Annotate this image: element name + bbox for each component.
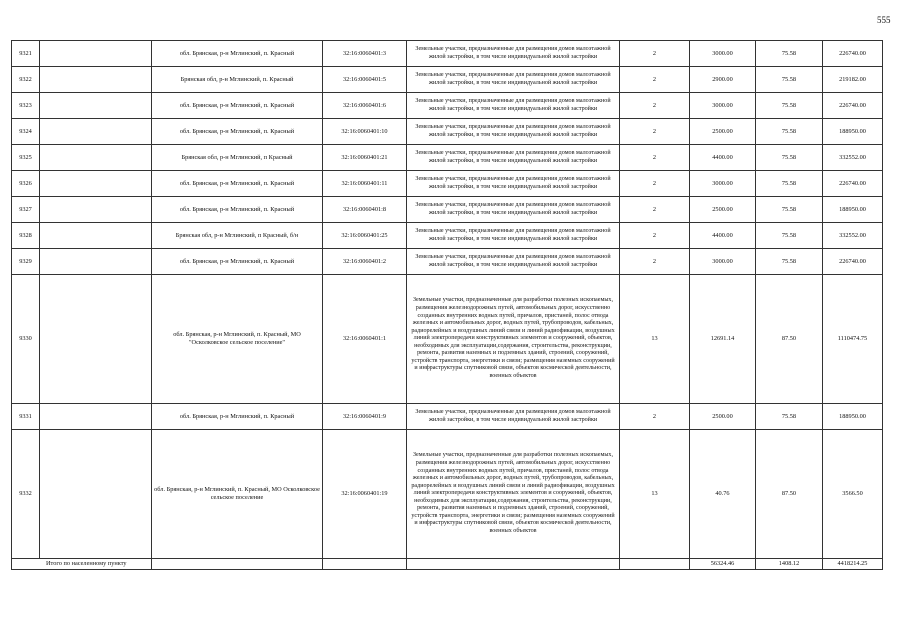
group-number: 2: [620, 119, 690, 145]
cadastral-value: 3566.50: [823, 430, 883, 559]
price-value: 75.58: [756, 404, 823, 430]
table-row: [12, 119, 883, 145]
table-row: [12, 430, 883, 559]
price-value: 87.50: [756, 275, 823, 404]
blank-cell: [40, 41, 152, 67]
cadastral-number: 32:16:0060401:8: [323, 197, 407, 223]
price-value: 75.58: [756, 67, 823, 93]
group-number: 2: [620, 171, 690, 197]
area-value: 2500.00: [690, 119, 756, 145]
land-use-description: Земельные участки, предназначенные для размещения домов малоэтажной жилой застройки, в том числе индивидуальной жилой застройки: [407, 171, 620, 197]
table-row: [12, 93, 883, 119]
table-row: [12, 249, 883, 275]
row-number: 9326: [12, 171, 40, 197]
area-value: 4400.00: [690, 223, 756, 249]
cadastral-number: 32:16:0060401:3: [323, 41, 407, 67]
group-number: 2: [620, 404, 690, 430]
row-number: 9325: [12, 145, 40, 171]
cadastral-value: 188950.00: [823, 197, 883, 223]
table-row: [12, 404, 883, 430]
address-cell: обл. Брянская, р-н Мглинский, п. Красный: [152, 41, 323, 67]
blank-cell: [40, 249, 152, 275]
address-cell: Брянская обл, р-н Мглинский, п Красный, б/н: [152, 223, 323, 249]
table-row: [12, 223, 883, 249]
blank-cell: [40, 275, 152, 404]
land-use-description: Земельные участки, предназначенные для разработки полезных ископаемых, размещения железнодорожных путей, автомобильных дорог, искусственно созданных внутренних водных путей, причалов, пристаней, полос отвода железных и автомобильных дорог, водных путей, трубопроводов, кабельных, радиорелейных и воздушных линий связи и линий радиофикации, воздушных линий электропередачи конструктивных элементов и сооружений, объектов, необходимых для эксплуатации,содержания, строительства, реконструкции, ремонта, развития наземных и подземных зданий, строений, сооружений, устройств транспорта, энергетики и связи; размещения наземных сооружений и инфраструктуры спутниковой связи, объектов космической деятельности, военных объектов: [407, 275, 620, 404]
price-value: 75.58: [756, 223, 823, 249]
price-value: 75.58: [756, 249, 823, 275]
land-use-description: Земельные участки, предназначенные для размещения домов малоэтажной жилой застройки, в том числе индивидуальной жилой застройки: [407, 404, 620, 430]
address-cell: Брянская обл, р-н Мглинский, п. Красный: [152, 67, 323, 93]
total-label: Итого по населенному пункту: [12, 559, 152, 570]
total-row: [12, 559, 883, 570]
group-number: 2: [620, 197, 690, 223]
cadastral-number: 32:16:0060401:19: [323, 430, 407, 559]
area-value: 40.76: [690, 430, 756, 559]
total-description-cell: [407, 559, 620, 570]
group-number: 13: [620, 275, 690, 404]
cadastral-value: 219182.00: [823, 67, 883, 93]
cadastral-value: 188950.00: [823, 119, 883, 145]
price-value: 75.58: [756, 119, 823, 145]
row-number: 9329: [12, 249, 40, 275]
group-number: 2: [620, 93, 690, 119]
row-number: 9322: [12, 67, 40, 93]
total-area: 56324.46: [690, 559, 756, 570]
cadastral-value: 226740.00: [823, 93, 883, 119]
area-value: 12691.14: [690, 275, 756, 404]
cadastral-value: 332552.00: [823, 145, 883, 171]
area-value: 2500.00: [690, 404, 756, 430]
land-use-description: Земельные участки, предназначенные для размещения домов малоэтажной жилой застройки, в том числе индивидуальной жилой застройки: [407, 223, 620, 249]
total-cadastral-cell: [323, 559, 407, 570]
price-value: 75.58: [756, 145, 823, 171]
blank-cell: [40, 145, 152, 171]
cadastral-number: 32:16:0060401:21: [323, 145, 407, 171]
total-address-cell: [152, 559, 323, 570]
group-number: 2: [620, 67, 690, 93]
area-value: 2900.00: [690, 67, 756, 93]
cadastral-number: 32:16:0060401:9: [323, 404, 407, 430]
row-number: 9324: [12, 119, 40, 145]
blank-cell: [40, 404, 152, 430]
row-number: 9328: [12, 223, 40, 249]
group-number: 2: [620, 145, 690, 171]
land-use-description: Земельные участки, предназначенные для размещения домов малоэтажной жилой застройки, в том числе индивидуальной жилой застройки: [407, 119, 620, 145]
address-cell: обл. Брянская, р-н Мглинский, п. Красный, МО "Осколковское сельское поселение": [152, 275, 323, 404]
cadastral-value: 226740.00: [823, 171, 883, 197]
cadastral-value: 226740.00: [823, 41, 883, 67]
land-use-description: Земельные участки, предназначенные для размещения домов малоэтажной жилой застройки, в том числе индивидуальной жилой застройки: [407, 41, 620, 67]
row-number: 9330: [12, 275, 40, 404]
price-value: 75.58: [756, 197, 823, 223]
area-value: 4400.00: [690, 145, 756, 171]
blank-cell: [40, 223, 152, 249]
table-row: [12, 275, 883, 404]
area-value: 3000.00: [690, 93, 756, 119]
address-cell: обл. Брянская, р-н Мглинский, п. Красный: [152, 93, 323, 119]
row-number: 9323: [12, 93, 40, 119]
address-cell: обл. Брянская, р-н Мглинский, п. Красный: [152, 249, 323, 275]
price-value: 75.58: [756, 171, 823, 197]
blank-cell: [40, 93, 152, 119]
table-row: [12, 41, 883, 67]
land-use-description: Земельные участки, предназначенные для размещения домов малоэтажной жилой застройки, в том числе индивидуальной жилой застройки: [407, 249, 620, 275]
land-use-description: Земельные участки, предназначенные для размещения домов малоэтажной жилой застройки, в том числе индивидуальной жилой застройки: [407, 197, 620, 223]
blank-cell: [40, 119, 152, 145]
land-use-description: Земельные участки, предназначенные для размещения домов малоэтажной жилой застройки, в том числе индивидуальной жилой застройки: [407, 93, 620, 119]
group-number: 13: [620, 430, 690, 559]
cadastral-value: 332552.00: [823, 223, 883, 249]
group-number: 2: [620, 41, 690, 67]
group-number: 2: [620, 249, 690, 275]
table-row: [12, 171, 883, 197]
blank-cell: [40, 171, 152, 197]
group-number: 2: [620, 223, 690, 249]
address-cell: обл. Брянская, р-н Мглинский, п. Красный, МО Осколковское сельское поселение: [152, 430, 323, 559]
row-number: 9321: [12, 41, 40, 67]
total-value: 4418214.25: [823, 559, 883, 570]
address-cell: обл. Брянская, р-н Мглинский, п. Красный: [152, 197, 323, 223]
cadastral-number: 32:16:0060401:2: [323, 249, 407, 275]
cadastral-number: 32:16:0060401:6: [323, 93, 407, 119]
row-number: 9327: [12, 197, 40, 223]
blank-cell: [40, 197, 152, 223]
cadastral-number: 32:16:0060401:10: [323, 119, 407, 145]
cadastral-value: 226740.00: [823, 249, 883, 275]
address-cell: обл. Брянская, р-н Мглинский, п. Красный: [152, 171, 323, 197]
blank-cell: [40, 430, 152, 559]
land-use-description: Земельные участки, предназначенные для размещения домов малоэтажной жилой застройки, в том числе индивидуальной жилой застройки: [407, 67, 620, 93]
area-value: 2500.00: [690, 197, 756, 223]
price-value: 75.58: [756, 41, 823, 67]
address-cell: обл. Брянская, р-н Мглинский, п. Красный: [152, 404, 323, 430]
area-value: 3000.00: [690, 249, 756, 275]
cadastral-number: 32:16:0060401:5: [323, 67, 407, 93]
cadastral-number: 32:16:0060401:25: [323, 223, 407, 249]
table-row: [12, 197, 883, 223]
land-parcels-table: [11, 40, 883, 570]
price-value: 87.50: [756, 430, 823, 559]
page-number: 555: [877, 15, 891, 25]
cadastral-number: 32:16:0060401:11: [323, 171, 407, 197]
land-use-description: Земельные участки, предназначенные для размещения домов малоэтажной жилой застройки, в том числе индивидуальной жилой застройки: [407, 145, 620, 171]
area-value: 3000.00: [690, 171, 756, 197]
total-group-cell: [620, 559, 690, 570]
address-cell: обл. Брянская, р-н Мглинский, п. Красный: [152, 119, 323, 145]
row-number: 9331: [12, 404, 40, 430]
area-value: 3000.00: [690, 41, 756, 67]
land-use-description: Земельные участки, предназначенные для разработки полезных ископаемых, размещения железнодорожных путей, автомобильных дорог, искусственно созданных внутренних водных путей, причалов, пристаней, полос отвода железных и автомобильных дорог, водных путей, трубопроводов, кабельных, радиорелейных и воздушных линий связи и линий радиофикации, воздушных линий электропередачи конструктивных элементов и сооружений, объектов, необходимых для эксплуатации,содержания, строительства, реконструкции, ремонта, развития наземных и подземных зданий, строений, сооружений, устройств транспорта, энергетики и связи; размещения наземных сооружений и инфраструктуры спутниковой связи, объектов космической деятельности, военных объектов: [407, 430, 620, 559]
cadastral-value: 1110474.75: [823, 275, 883, 404]
address-cell: Брянская обл, р-н Мглинский, п Красный: [152, 145, 323, 171]
price-value: 75.58: [756, 93, 823, 119]
row-number: 9332: [12, 430, 40, 559]
cadastral-value: 188950.00: [823, 404, 883, 430]
blank-cell: [40, 67, 152, 93]
total-price: 1408.12: [756, 559, 823, 570]
table-row: [12, 67, 883, 93]
cadastral-number: 32:16:0060401:1: [323, 275, 407, 404]
table-row: [12, 145, 883, 171]
